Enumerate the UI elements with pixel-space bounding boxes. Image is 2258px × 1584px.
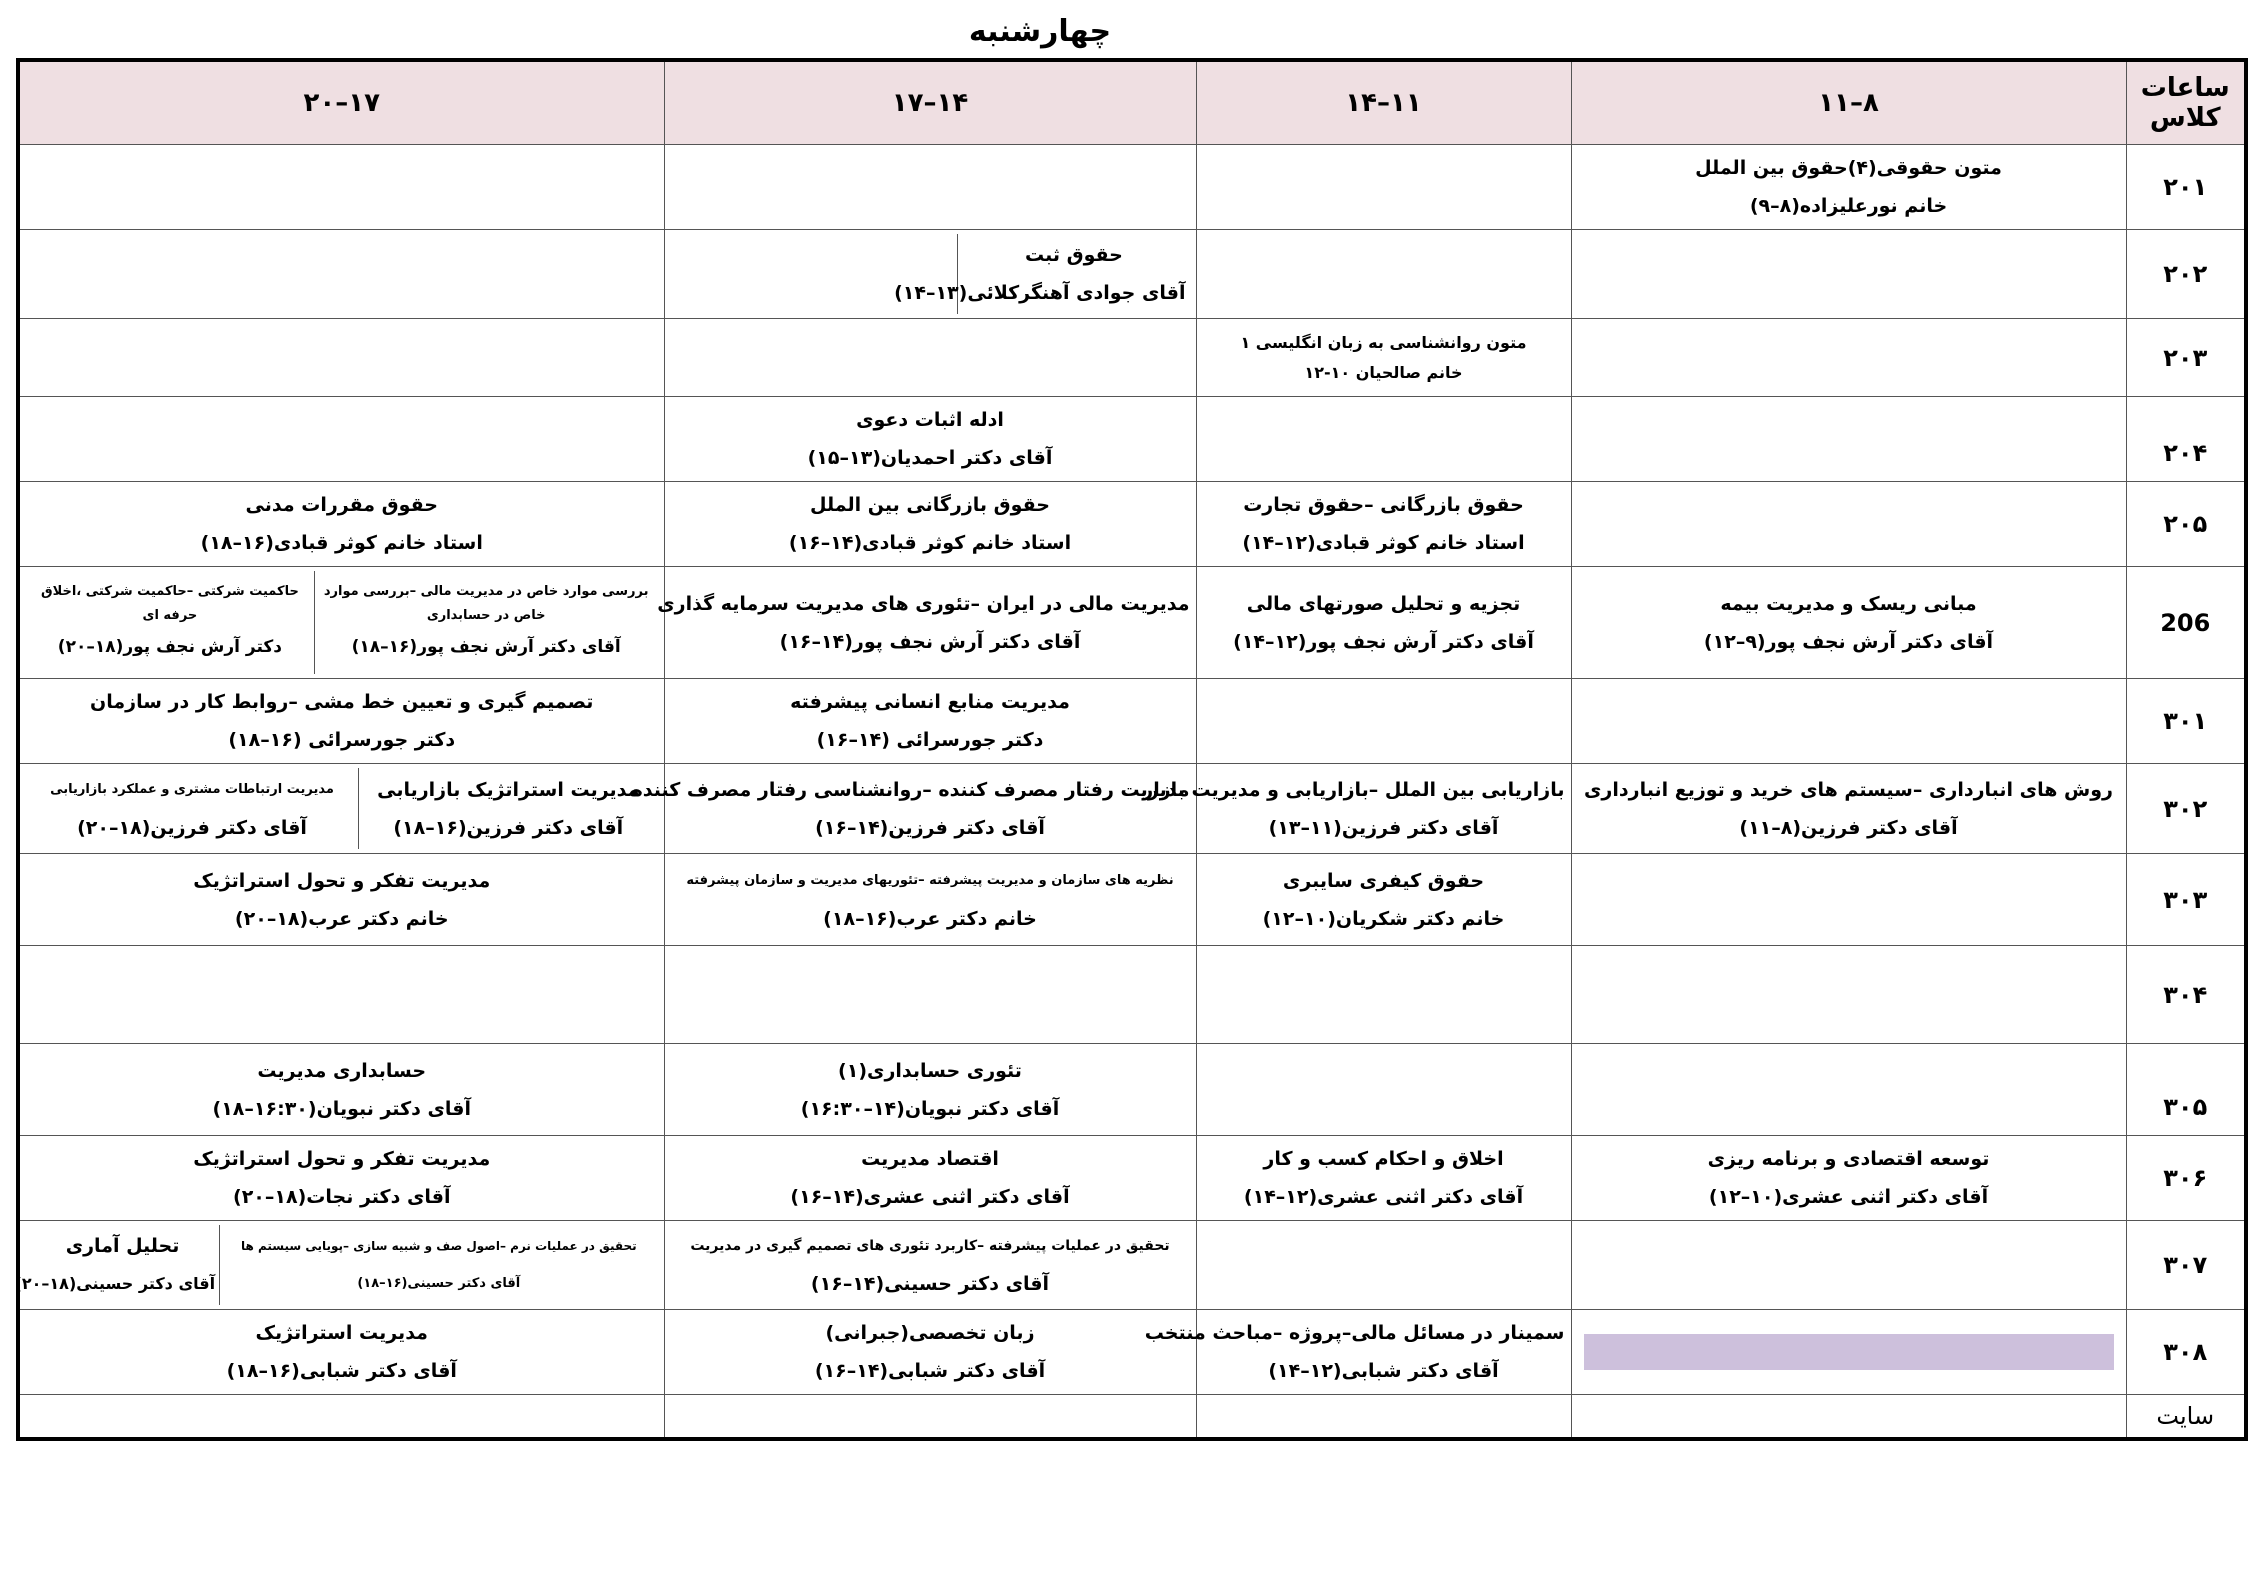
page-title: چهارشنبه (968, 14, 1112, 49)
highlight-block (1584, 1334, 2114, 1370)
room-number: ۳۰۱ (2126, 679, 2246, 764)
schedule-table (16, 58, 2248, 1441)
empty-cell (18, 946, 664, 1044)
class-cell: روش های انبارداری –سیستم های خرید و توزیع انبارداری آقای دکتر فرزین(۸–۱۱) (1571, 764, 2126, 854)
room-number: ۳۰۴ (2126, 946, 2246, 1044)
empty-cell (1196, 397, 1571, 482)
room-number: ۳۰۳ (2126, 854, 2246, 946)
class-cell: متون حقوقی(۴)حقوق بین الملل خانم نورعلیزاده(۸–۹) (1571, 145, 2126, 230)
empty-cell (1571, 482, 2126, 567)
table-row (18, 764, 2246, 854)
class-cell: حسابداری مدیریت آقای دکتر نبویان(۱۶:۳۰–۱۸) (18, 1044, 664, 1136)
header-row (18, 60, 2246, 145)
class-cell: تحقیق در عملیات پیشرفته –کاربرد تئوری های تصمیم گیری در مدیریت آقای دکتر حسینی(۱۴–۱۶) (664, 1221, 1196, 1310)
split-cell (18, 764, 664, 854)
class-cell: مدیریت ارتباطات مشتری و عملکرد بازاریابی آقای دکتر فرزین(۱۸–۲۰) (50, 781, 334, 839)
time-slot-header: ۱۴–۱۷ (664, 60, 1196, 145)
class-cell: بررسی موارد خاص در مدیریت مالی –بررسی موارد خاص در حسابداری آقای دکتر آرش نجف پور(۱۶–۱۸) (314, 571, 657, 674)
table-row (18, 946, 2246, 1044)
empty-cell (1571, 679, 2126, 764)
table-row (18, 1044, 2246, 1136)
class-cell: توسعه اقتصادی و برنامه ریزی آقای دکتر اثنی عشری(۱۰–۱۲) (1571, 1136, 2126, 1221)
class-cell: اقتصاد مدیریت آقای دکتر اثنی عشری(۱۴–۱۶) (664, 1136, 1196, 1221)
room-number: ۳۰۲ (2126, 764, 2246, 854)
room-number: 206 (2126, 567, 2246, 679)
empty-cell (1196, 1221, 1571, 1310)
empty-cell (1196, 1395, 1571, 1439)
class-cell: حقوق بازرگانی –حقوق تجارت استاد خانم کوثر قبادی(۱۲–۱۴) (1196, 482, 1571, 567)
class-cell: مدیریت استراتژیک آقای دکتر شبابی(۱۶–۱۸) (18, 1310, 664, 1395)
empty-cell (664, 319, 1196, 397)
empty-cell (1571, 230, 2126, 319)
class-cell: حقوق کیفری سایبری خانم دکتر شکریان(۱۰–۱۲) (1196, 854, 1571, 946)
room-number: ۳۰۷ (2126, 1221, 2246, 1310)
empty-cell (1571, 1044, 2126, 1136)
empty-cell (18, 230, 664, 319)
class-cell: تحقیق در عملیات نرم –اصول صف و شبیه سازی –پویایی سیستم ها آقای دکتر حسینی(۱۶–۱۸) (220, 1225, 658, 1305)
class-cell: تئوری حسابداری(۱) آقای دکتر نبویان(۱۴–۱۶:۳۰) (664, 1044, 1196, 1136)
empty-cell (664, 946, 1196, 1044)
split-cell (664, 230, 1196, 319)
room-number: ۲۰۴ (2126, 397, 2246, 482)
time-slot-header: ۱۱–۱۴ (1196, 60, 1571, 145)
empty-cell (664, 145, 1196, 230)
room-number: ۲۰۲ (2126, 230, 2246, 319)
room-number: ۲۰۳ (2126, 319, 2246, 397)
room-number: سایت (2126, 1395, 2246, 1439)
class-cell: مبانی ریسک و مدیریت بیمه آقای دکتر آرش نجف پور(۹–۱۲) (1571, 567, 2126, 679)
empty-cell (1571, 397, 2126, 482)
class-cell: مدیریت مالی در ایران –تئوری های مدیریت سرمایه گذاری آقای دکتر آرش نجف پور(۱۴–۱۶) (664, 567, 1196, 679)
class-cell: متون روانشناسی به زبان انگلیسی ۱ خانم صالحیان ۱۰-۱۲ (1196, 319, 1571, 397)
empty-cell (18, 397, 664, 482)
empty-cell (1571, 1221, 2126, 1310)
class-cell: مدیریت رفتار مصرف کننده –روانشناسی رفتار مصرف کننده آقای دکتر فرزین(۱۴–۱۶) (664, 764, 1196, 854)
class-cell: مدیریت تفکر و تحول استراتژیک آقای دکتر نجات(۱۸–۲۰) (18, 1136, 664, 1221)
empty-cell (18, 145, 664, 230)
table-row (18, 1221, 2246, 1310)
class-cell: تحلیل آماری آقای دکتر حسینی(۱۸–۲۰) (14, 1235, 216, 1293)
class-cell: تصمیم گیری و تعیین خط مشی –روابط کار در سازمان دکتر جورسرائی (۱۶–۱۸) (18, 679, 664, 764)
class-cell: مدیریت استراتژیک بازاریابی آقای دکتر فرزین(۱۶–۱۸) (359, 768, 658, 849)
table-row (18, 482, 2246, 567)
split-cell (18, 567, 664, 679)
class-cell: تجزیه و تحلیل صورتهای مالی آقای دکتر آرش نجف پور(۱۲–۱۴) (1196, 567, 1571, 679)
table-row (18, 567, 2246, 679)
empty-cell (1196, 145, 1571, 230)
time-slot-header: ۸–۱۱ (1571, 60, 2126, 145)
split-cell (14, 1221, 664, 1310)
table-row (18, 1310, 2246, 1395)
empty-cell (1571, 1395, 2126, 1439)
room-number: ۲۰۵ (2126, 482, 2246, 567)
class-cell: ادله اثبات دعوی آقای دکتر احمدیان(۱۳–۱۵) (664, 397, 1196, 482)
class-cell: حقوق مقررات مدنی استاد خانم کوثر قبادی(۱۶–۱۸) (18, 482, 664, 567)
table-row (18, 1395, 2246, 1439)
empty-cell (18, 319, 664, 397)
table-row (18, 397, 2246, 482)
room-number: ۳۰۸ (2126, 1310, 2246, 1395)
table-row (18, 1136, 2246, 1221)
empty-cell (664, 1395, 1196, 1439)
time-slot-header: ۱۷–۲۰ (18, 60, 664, 145)
class-cell: حقوق ثبت آقای جوادی آهنگرکلائی(۱۳–۱۴) (958, 234, 1190, 314)
empty-cell (1196, 946, 1571, 1044)
class-cell: اخلاق و احکام کسب و کار آقای دکتر اثنی عشری(۱۲–۱۴) (1196, 1136, 1571, 1221)
room-number: ۳۰۶ (2126, 1136, 2246, 1221)
class-cell: حقوق بازرگانی بین الملل استاد خانم کوثر قبادی(۱۴–۱۶) (664, 482, 1196, 567)
table-row (18, 679, 2246, 764)
empty-cell (1571, 946, 2126, 1044)
class-cell: سمینار در مسائل مالی–پروژه –مباحث منتخب آقای دکتر شبابی(۱۲–۱۴) (1196, 1310, 1571, 1395)
empty-cell (1196, 679, 1571, 764)
empty-cell (1196, 1044, 1571, 1136)
class-cell: نظریه های سازمان و مدیریت پیشرفته –تئوریهای مدیریت و سازمان پیشرفته خانم دکتر عرب(۱۶–۱۸) (664, 854, 1196, 946)
shaded-cell (1571, 1310, 2126, 1395)
table-row (18, 319, 2246, 397)
class-cell: مدیریت منابع انسانی پیشرفته دکتر جورسرائی (۱۴–۱۶) (664, 679, 1196, 764)
table-row (18, 854, 2246, 946)
class-cell: حاکمیت شرکتی –حاکمیت شرکتی ،اخلاق حرفه ای دکتر آرش نجف پور(۱۸–۲۰) (40, 583, 299, 657)
empty-cell (1196, 230, 1571, 319)
room-time-header: ساعات کلاس (2126, 60, 2246, 145)
class-cell: مدیریت تفکر و تحول استراتژیک خانم دکتر عرب(۱۸–۲۰) (18, 854, 664, 946)
class-cell: زبان تخصصی(جبرانی) آقای دکتر شبابی(۱۴–۱۶) (664, 1310, 1196, 1395)
room-number: ۲۰۱ (2126, 145, 2246, 230)
empty-cell (1571, 319, 2126, 397)
empty-cell (18, 1395, 664, 1439)
room-number: ۳۰۵ (2126, 1044, 2246, 1136)
table-row (18, 145, 2246, 230)
empty-cell (1571, 854, 2126, 946)
class-cell: بازاریابی بین الملل –بازاریابی و مدیریت بازار آقای دکتر فرزین(۱۱–۱۳) (1196, 764, 1571, 854)
table-row (18, 230, 2246, 319)
